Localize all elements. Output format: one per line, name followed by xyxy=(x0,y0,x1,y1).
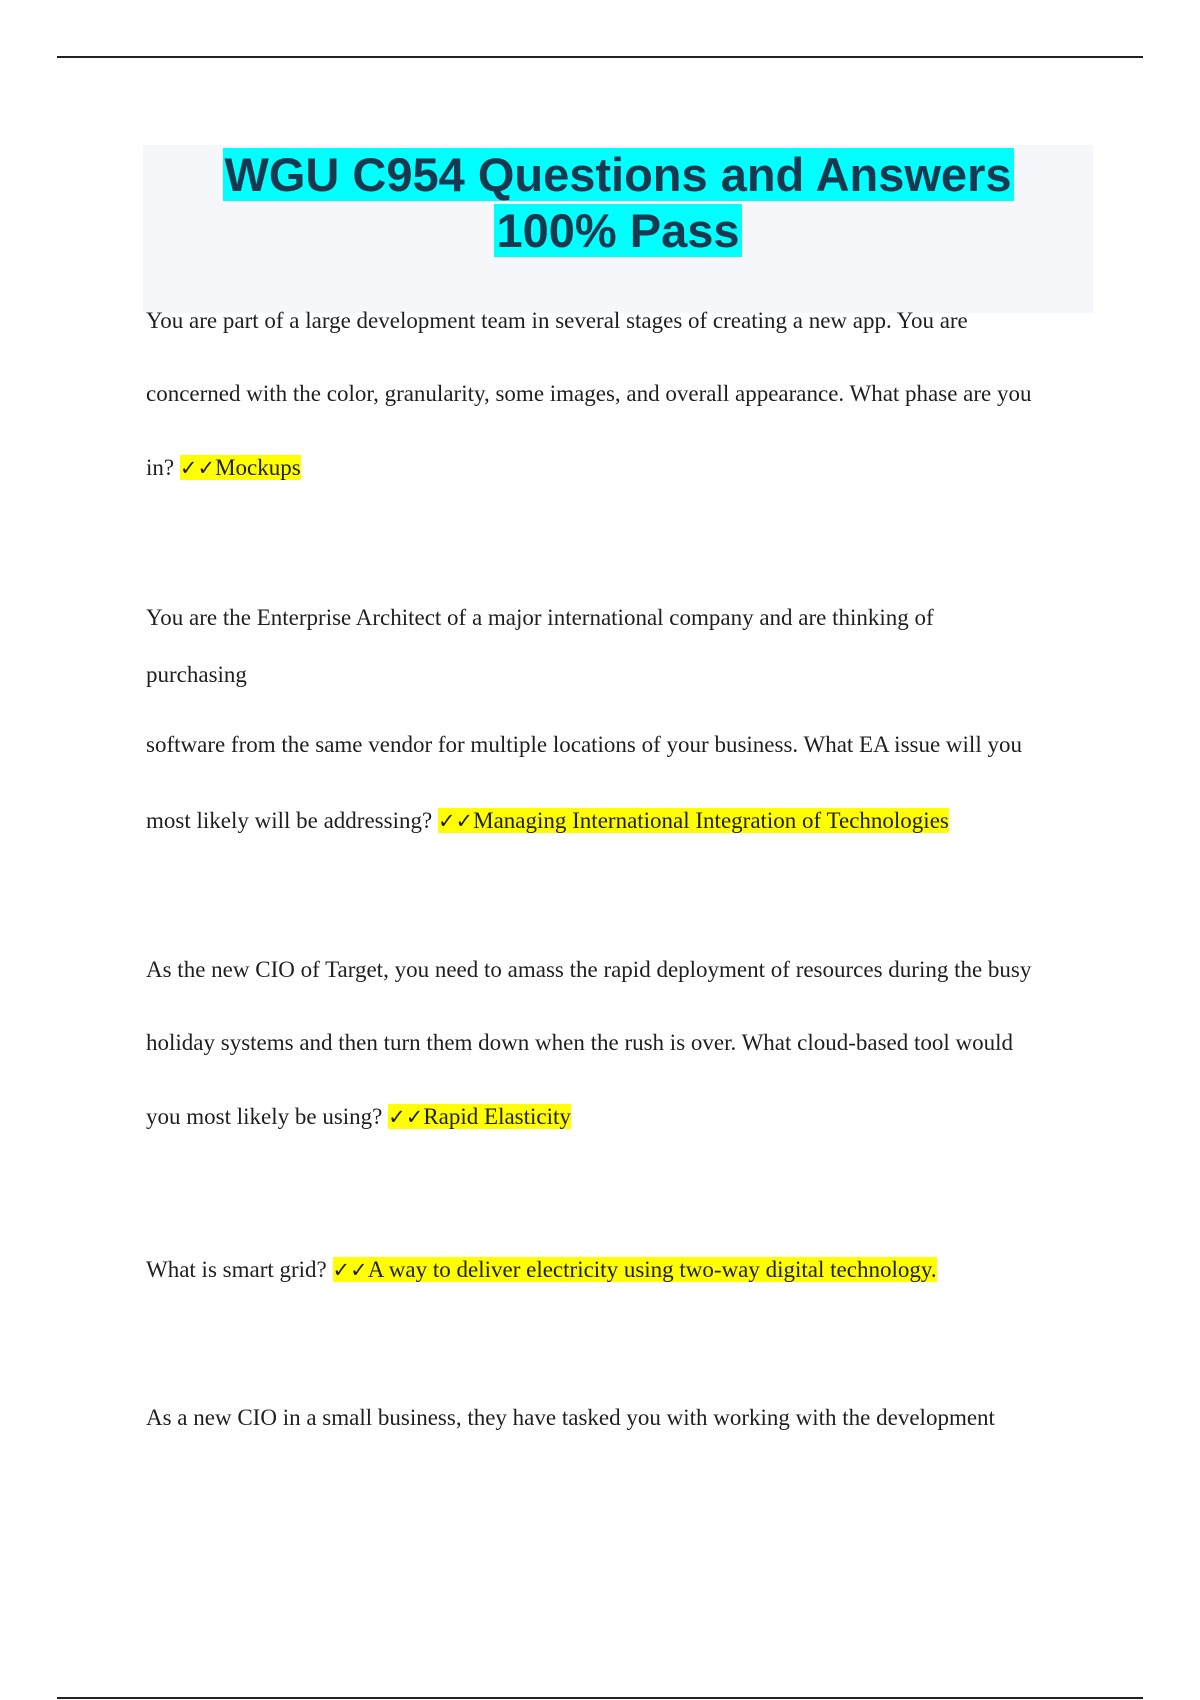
question-line: holiday systems and then turn them down when the rush is over. What cloud-based tool would xyxy=(146,1030,1014,1055)
question-line: you most likely be using? xyxy=(146,1104,383,1129)
checkmark-icon: ✓✓ xyxy=(388,1105,424,1129)
question-answer-line xyxy=(146,455,301,481)
title-line-1: WGU C954 Questions and Answers xyxy=(224,148,1012,201)
answer-highlight xyxy=(388,1104,571,1129)
question-line: You are the Enterprise Architect of a major international company and are thinking of xyxy=(146,605,934,630)
answer-text: Mockups xyxy=(215,455,301,480)
question-line: As the new CIO of Target, you need to amass the rapid deployment of resources during the busy xyxy=(146,957,1032,982)
answer-highlight xyxy=(180,455,301,480)
bottom-rule xyxy=(57,1697,1143,1699)
answer-text: A way to deliver electricity using two-way digital technology. xyxy=(367,1257,937,1282)
question-line: most likely will be addressing? xyxy=(146,808,433,833)
title-block xyxy=(143,145,1093,313)
question-line: in? xyxy=(146,455,175,480)
question-answer-line xyxy=(146,808,949,834)
question-line: software from the same vendor for multiple locations of your business. What EA issue will you xyxy=(146,732,1022,757)
top-rule xyxy=(57,56,1143,58)
question-answer-line xyxy=(146,1104,571,1130)
question-line: You are part of a large development team in several stages of creating a new app. You are xyxy=(146,308,968,333)
question-line: purchasing xyxy=(146,662,247,687)
checkmark-icon: ✓✓ xyxy=(332,1258,368,1282)
question-line: What is smart grid? xyxy=(146,1257,327,1282)
answer-highlight xyxy=(333,1257,937,1282)
answer-highlight xyxy=(438,808,949,833)
checkmark-icon: ✓✓ xyxy=(437,809,474,833)
question-line: concerned with the color, granularity, some images, and overall appearance. What phase are you xyxy=(146,381,1032,406)
answer-text: Managing International Integration of Technologies xyxy=(473,808,949,833)
title-line-2: 100% Pass xyxy=(496,204,740,257)
checkmark-icon: ✓✓ xyxy=(179,456,216,480)
question-line: As a new CIO in a small business, they have tasked you with working with the development xyxy=(146,1405,995,1430)
document-title xyxy=(223,147,1014,259)
answer-text: Rapid Elasticity xyxy=(423,1104,571,1129)
question-answer-line xyxy=(146,1257,937,1283)
